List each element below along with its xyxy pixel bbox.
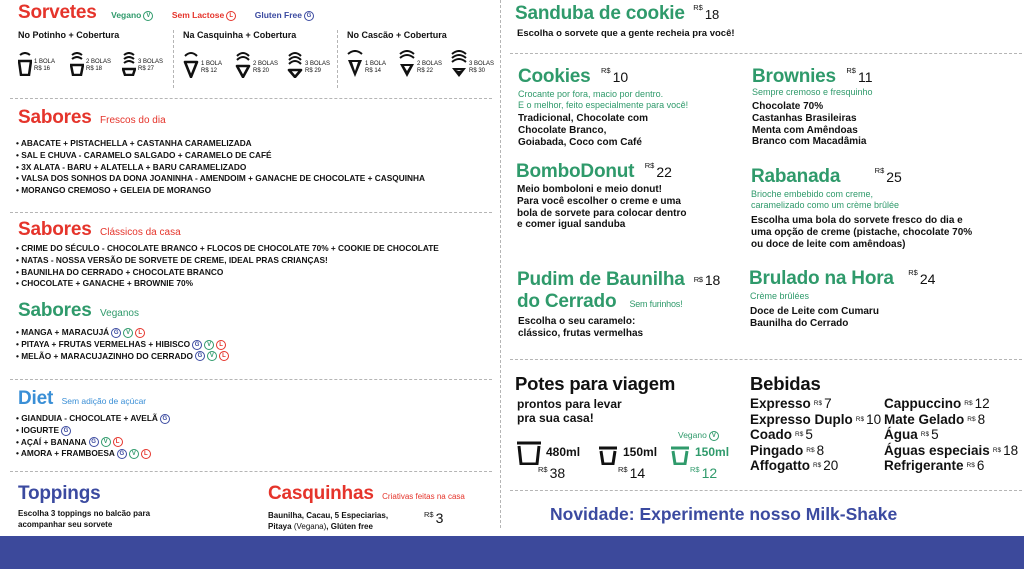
sorvete-option-text: [34, 59, 55, 76]
bombodonut-price: $^{R\$}$ 22: [644, 161, 672, 180]
drink-price: [921, 427, 939, 442]
drink-price-value: 10: [866, 411, 882, 427]
drink-price: [806, 443, 824, 458]
drink-price-currency: R$: [855, 415, 865, 423]
lactose-free-badge-icon: L: [135, 328, 145, 338]
cascao-icon: [451, 50, 467, 78]
sorvetes-title: Sorvetes: [18, 2, 97, 23]
rabanada-header: [751, 166, 902, 188]
rabanada-desc-line: uma opção de creme (pistache, chocolate 70%: [751, 226, 973, 238]
sorvete-option-text: [417, 61, 442, 78]
sorvete-option-label: 1 BOLA: [34, 59, 56, 65]
sorvete-option-price: R$ 20: [253, 67, 270, 74]
drink-item: [750, 412, 881, 428]
list-item: [16, 448, 170, 460]
vegan-badge-icon: V: [123, 328, 133, 338]
footer-bar: [0, 536, 1024, 569]
novidade-banner: Novidade: Experimente nosso Milk-Shake: [550, 504, 898, 524]
sorvete-option-price: R$ 22: [417, 67, 434, 74]
drink-item: [750, 427, 881, 443]
brulado-subtitle: Crème brûlées: [750, 291, 810, 301]
drink-item: [750, 396, 881, 412]
sorvete-option-price: R$ 29: [305, 67, 322, 74]
sabores-fresh-header: [18, 107, 166, 129]
sorvete-option-text: [305, 61, 330, 78]
sorvete-option: [183, 52, 222, 78]
brulado-flavor: Baunilha do Cerrado: [750, 317, 849, 329]
sorvete-option: [347, 50, 386, 78]
cone-icon: [183, 52, 199, 78]
sorvete-option-price: R$ 12: [201, 67, 218, 74]
vegan-badge-icon: V: [101, 437, 111, 447]
sorvete-option-price: R$ 14: [365, 67, 382, 74]
sabores-vegan-title: Sabores: [18, 300, 92, 321]
pote-price-value: 12: [701, 465, 718, 481]
drink-item: [750, 443, 881, 459]
casquinhas-subtitle: Criativas feitas na casa: [382, 492, 465, 501]
sorvete-option-price: R$ 16: [34, 65, 51, 72]
brownies-title: Brownies: [752, 66, 836, 87]
drink-price: [964, 396, 989, 411]
drink-name: Mate Gelado: [884, 411, 965, 427]
list-item: [16, 425, 170, 437]
drink-price-currency: R$: [920, 431, 930, 438]
divider: [173, 30, 174, 88]
casquinhas-header: [268, 483, 465, 505]
drink-name: Expresso Duplo: [750, 411, 853, 427]
drink-name: Água: [884, 427, 918, 442]
rabanada-desc-line: ou doce de leite com amêndoas): [751, 238, 906, 250]
sorvetes-header: [18, 2, 314, 24]
list-item: • CRIME DO SÉCULO - CHOCOLATE BRANCO + FLOCOS DE CHOCOLATE 70% + COOKIE DE CHOCOLATE: [16, 243, 439, 253]
sorvete-option-text: [86, 59, 111, 76]
bebidas-col-2: [884, 396, 1018, 474]
list-item-text: • MANGA + MARACUJÁ: [16, 327, 110, 337]
brownie-flavor: Castanhas Brasileiras: [752, 112, 857, 124]
sorvete-option-text: [253, 61, 278, 78]
pote-price: [618, 465, 645, 481]
lactose-free-badge-icon: L: [113, 437, 123, 447]
drink-price-currency: R$: [813, 400, 823, 407]
gluten-free-badge-icon: G: [192, 340, 202, 350]
bombodonut-title: BomboDonut: [516, 161, 635, 182]
brownies-list: [752, 101, 867, 148]
list-item-text: • PITAYA + FRUTAS VERMELHAS + HIBISCO: [16, 338, 191, 349]
divider: [510, 490, 1022, 491]
lactose-free-badge-icon: L: [226, 11, 236, 21]
gluten-free-badge-icon: G: [89, 437, 99, 447]
drink-name: Cappuccino: [884, 396, 962, 411]
drink-price-currency: R$: [967, 415, 976, 423]
list-item: • VALSA DOS SONHOS DA DONA JOANINHA - AMENDOIM + GANACHE DE CHOCOLATE + CASQUINHA: [16, 173, 426, 184]
casquinhas-desc-line: Pitaya (Vegana), Glúten free: [268, 522, 373, 531]
pote-price-currency: R$: [690, 465, 700, 474]
cone-icon: [287, 52, 303, 78]
gluten-free-badge-icon: G: [304, 11, 314, 21]
lactose-free-badge-icon: L: [219, 351, 229, 361]
list-item: • NATAS - NOSSA VERSÃO DE SORVETE DE CREME, IDEAL PRAS CRIANÇAS!: [16, 254, 328, 265]
sorvete-option-price: R$ 27: [138, 65, 155, 72]
pote-size: 150ml: [695, 445, 730, 459]
pudim-desc: [518, 316, 643, 340]
vegan-badge-icon: V: [207, 351, 217, 361]
legend-gluten-free: Gluten Free G: [255, 10, 314, 20]
drink-item: [884, 396, 1018, 412]
bebidas-col-1: [750, 396, 881, 474]
potes-title: Potes para viagem: [515, 373, 676, 394]
sabores-fresh-list: [16, 138, 425, 197]
list-item-text: • MELÃO + MARACUJAZINHO DO CERRADO: [16, 350, 193, 361]
drink-price-value: 8: [816, 442, 825, 458]
divider: [510, 53, 1022, 54]
brulado-desc: [750, 306, 879, 330]
rabanada-desc-line: Escolha uma bola do sorvete fresco do dia e: [751, 215, 963, 226]
drink-price-currency: R$: [964, 400, 973, 407]
bebidas-title: Bebidas: [750, 373, 821, 394]
pote-icon: [598, 446, 618, 470]
drink-price-value: 8: [977, 411, 986, 427]
drink-price-currency: R$: [795, 431, 804, 438]
pote-price-currency: R$: [538, 465, 548, 474]
sanduba-desc: Escolha o sorvete que a gente recheia pra você!: [517, 28, 735, 39]
pudim-title-2: do Cerrado Sem furinhos!: [517, 291, 683, 312]
bombodonut-desc-line: e comer igual sanduba: [517, 219, 626, 231]
divider: [10, 98, 492, 99]
rabanada-price: $^{R\$}$ 25: [874, 166, 902, 185]
list-item: [16, 437, 170, 449]
list-item: • MORANGO CREMOSO + GELEIA DE MORANGO: [16, 185, 212, 196]
pudim-desc-line: clássico, frutas vermelhas: [518, 327, 644, 339]
drink-price: [967, 458, 985, 473]
brownies-subtitle: Sempre cremoso e fresquinho: [752, 87, 873, 97]
divider: [510, 359, 1022, 360]
divider: [10, 212, 492, 213]
column-divider: [500, 0, 501, 528]
drink-price-value: 20: [823, 458, 839, 473]
sorvete-option: [287, 52, 330, 78]
sanduba-title: Sanduba de cookie: [515, 3, 685, 24]
list-item: • 3X ALATA - BARU + ALATELLA + BARU CARAMELIZADO: [16, 161, 247, 172]
sorvete-option: [399, 50, 442, 78]
list-item-text: • IOGURTE: [16, 424, 60, 435]
pote-price-value: 14: [629, 465, 646, 481]
cookies-subtitle: Crocante por fora, macio por dentro. E o melhor, feito especialmente para você!: [518, 89, 689, 110]
cup-icon: [122, 52, 136, 76]
list-item: • SAL E CHUVA - CARAMELO SALGADO + CARAMELO DE CAFÉ: [16, 149, 272, 160]
lactose-free-badge-icon: L: [216, 340, 226, 350]
cascao-icon: [399, 50, 415, 78]
legend-sem-lactose: Sem Lactose L: [172, 10, 236, 20]
sorvete-group-label: Na Casquinha + Cobertura: [183, 30, 297, 40]
casquinhas-desc-line: Baunilha, Cacau, 5 Especiarias,: [268, 511, 389, 520]
sorvete-option-text: [365, 61, 386, 78]
drink-price: [813, 458, 838, 473]
drink-name: Águas especiais: [884, 442, 990, 458]
drink-name: Pingado: [750, 442, 804, 458]
bombodonut-header: [516, 161, 672, 183]
pote-size: 150ml: [623, 445, 658, 459]
sanduba-price: $^{R\$}$ 18: [693, 3, 720, 22]
sanduba-header: [515, 3, 719, 25]
drink-price-value: 5: [805, 427, 813, 442]
sorvete-option-label: 2 BOLAS: [417, 61, 443, 67]
legend-vegano: Vegano V: [111, 10, 153, 20]
diet-list: [16, 413, 170, 460]
sorvete-option-label: 3 BOLAS: [469, 61, 495, 67]
potes-vegano-label: Vegano V: [678, 430, 719, 441]
sorvete-option-label: 2 BOLAS: [86, 59, 112, 65]
gluten-free-badge-icon: G: [160, 414, 170, 424]
brownie-flavor: Branco com Macadâmia: [752, 136, 867, 148]
rabanada-desc: [751, 215, 972, 250]
sorvete-option-label: 3 BOLAS: [138, 59, 164, 65]
sabores-fresh-subtitle: Frescos do dia: [100, 115, 166, 126]
drink-item: [884, 443, 1018, 459]
list-item: [16, 413, 170, 425]
sabores-classic-header: [18, 219, 181, 241]
sabores-classic-list: [16, 243, 439, 290]
drink-name: Refrigerante: [884, 458, 964, 473]
sabores-classic-subtitle: Clássicos da casa: [100, 227, 181, 238]
casquinhas-title: Casquinhas: [268, 483, 374, 504]
list-item: • BAUNILHA DO CERRADO + CHOCOLATE BRANCO: [16, 266, 224, 277]
sabores-vegan-list: [16, 327, 229, 362]
list-item-text: • AMORA + FRAMBOESA: [16, 448, 115, 459]
list-item: [16, 339, 229, 351]
divider: [10, 471, 492, 472]
pudim-price: $^{R\$}$ 18: [693, 272, 721, 288]
drink-item: [884, 427, 1018, 443]
brownies-header: [752, 66, 873, 88]
brulado-flavor: Doce de Leite com Cumaru: [750, 306, 879, 317]
list-item: • ABACATE + PISTACHELLA + CASTANHA CARAMELIZADA: [16, 138, 252, 148]
sorvete-option-text: [201, 61, 222, 78]
cup-icon: [18, 52, 32, 76]
drink-price-value: 5: [931, 427, 939, 442]
drink-price: [993, 443, 1018, 458]
diet-header: [18, 388, 146, 410]
gluten-free-badge-icon: G: [111, 328, 121, 338]
cookies-title: Cookies: [518, 66, 591, 87]
toppings-title: Toppings: [18, 483, 101, 504]
pote-size: 480ml: [546, 445, 581, 459]
brownie-flavor: Chocolate 70%: [752, 101, 824, 112]
drink-item: [884, 412, 1018, 428]
pote-price-value: 38: [549, 465, 566, 481]
lactose-free-badge-icon: L: [141, 449, 151, 459]
gluten-free-badge-icon: G: [117, 449, 127, 459]
gluten-free-badge-icon: G: [195, 351, 205, 361]
cookies-desc: Tradicional, Chocolate com Chocolate Branco, Goiabada, Coco com Café: [518, 113, 649, 148]
vegan-badge-icon: V: [129, 449, 139, 459]
bombodonut-desc-line: Para você escolher o creme e uma: [517, 195, 681, 207]
sorvete-option-text: [138, 59, 163, 76]
drink-price-value: 7: [824, 396, 832, 411]
drink-price-currency: R$: [806, 446, 815, 454]
rabanada-subtitle: Brioche embebido com creme, caramelizado como um crème brûlée: [751, 189, 900, 210]
casquinhas-price: $^{R\$}$ 3: [424, 510, 444, 526]
pote-icon: [670, 446, 690, 470]
drink-item: [750, 458, 881, 474]
drink-price: [967, 412, 985, 427]
sorvete-option: [235, 52, 278, 78]
sabores-fresh-title: Sabores: [18, 107, 92, 128]
sorvete-group-label: No Cascão + Cobertura: [347, 30, 447, 40]
sorvete-option: [451, 50, 494, 78]
vegan-badge-icon: V: [143, 11, 153, 21]
brownies-price: $^{R\$}$ 11: [846, 66, 873, 85]
drink-price-currency: R$: [992, 446, 1002, 454]
drink-price-value: 18: [1003, 442, 1019, 458]
brulado-price: $^{R\$}$ 24: [908, 268, 936, 287]
cookies-header: [518, 66, 628, 88]
sorvete-option-label: 2 BOLAS: [253, 61, 279, 67]
list-item: [16, 351, 229, 363]
toppings-desc: Escolha 3 toppings no balcão para acompanhar seu sorvete: [18, 509, 151, 529]
sorvete-option-label: 1 BOLA: [365, 61, 387, 67]
divider: [337, 30, 338, 88]
drink-price: [856, 412, 881, 427]
cookies-price: $^{R\$}$ 10: [600, 66, 629, 85]
sorvete-option: [70, 52, 111, 76]
cup-icon: [70, 52, 84, 76]
bombodonut-desc-line: Meio bomboloni e meio donut!: [517, 184, 662, 195]
sabores-vegan-header: [18, 300, 139, 322]
potes-subtitle: prontos para levar pra sua casa!: [517, 397, 622, 425]
drink-item: [884, 458, 1018, 474]
drink-price-currency: R$: [812, 462, 822, 469]
sorvete-option-label: 3 BOLAS: [305, 61, 331, 67]
diet-subtitle: Sem adição de açúcar: [61, 396, 147, 406]
sorvete-option-price: R$ 18: [86, 65, 103, 72]
sorvete-option: [18, 52, 55, 76]
drink-name: Expresso: [750, 396, 811, 411]
list-item: • CHOCOLATE + GANACHE + BROWNIE 70%: [16, 278, 194, 289]
cone-icon: [235, 52, 251, 78]
pudim-desc-line: Escolha o seu caramelo:: [518, 316, 636, 327]
drink-price: [814, 396, 832, 411]
casquinhas-desc: [268, 510, 388, 532]
pudim-title: Pudim de Baunilha $^{R\$}$ 18: [517, 269, 721, 290]
drink-name: Affogatto: [750, 458, 810, 473]
drink-name: Coado: [750, 427, 792, 442]
drink-price-currency: R$: [966, 462, 975, 469]
sabores-vegan-subtitle: Veganos: [100, 308, 139, 319]
list-item-text: • AÇAÍ + BANANA: [16, 436, 87, 447]
brulado-title: Brulado na Hora: [749, 268, 894, 289]
vegan-badge-icon: V: [709, 431, 719, 441]
pote-price: [538, 465, 565, 481]
brownie-flavor: Menta com Amêndoas: [752, 124, 858, 136]
list-item-text: • GIANDUIA - CHOCOLATE + AVELÃ: [16, 413, 158, 423]
cascao-icon: [347, 50, 363, 78]
bombodonut-desc: [517, 184, 687, 231]
gluten-free-badge-icon: G: [61, 426, 71, 436]
drink-price-value: 6: [976, 458, 985, 473]
sorvete-option-text: [469, 61, 494, 78]
diet-title: Diet: [18, 388, 54, 409]
sorvete-group-label: No Potinho + Cobertura: [18, 30, 120, 40]
bombodonut-desc-line: bola de sorvete para colocar dentro: [517, 207, 687, 219]
sorvete-option-price: R$ 30: [469, 67, 486, 74]
divider: [10, 379, 492, 380]
rabanada-title: Rabanada: [751, 166, 841, 187]
pote-price: [690, 465, 717, 481]
pudim-note: Sem furinhos!: [629, 299, 683, 309]
pudim-header: [517, 269, 720, 312]
pote-price-currency: R$: [618, 465, 628, 474]
sorvete-option-label: 1 BOLA: [201, 61, 223, 67]
brulado-header: [749, 268, 935, 290]
sabores-classic-title: Sabores: [18, 219, 92, 240]
vegan-badge-icon: V: [204, 340, 214, 350]
drink-price-value: 12: [974, 396, 990, 411]
drink-price: [795, 427, 813, 442]
list-item: [16, 327, 229, 339]
toppings-header: [18, 483, 100, 505]
sorvete-option: [122, 52, 163, 76]
